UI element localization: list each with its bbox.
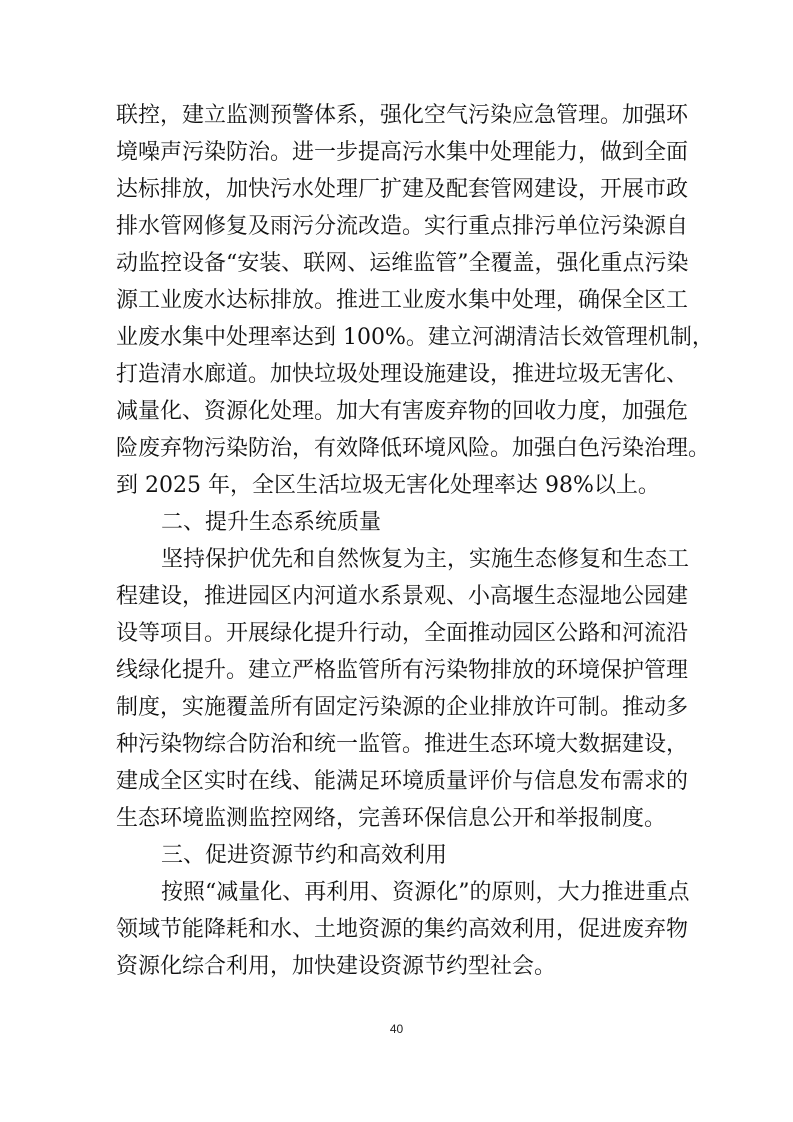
paragraph-line: 种污染物综合防治和统一监管。推进生态环境大数据建设， — [116, 732, 689, 757]
paragraph-line: 资源化综合利用，加快建设资源节约型社会。 — [116, 954, 557, 979]
paragraph-line: 减量化、资源化处理。加大有害废弃物的回收力度，加强危 — [116, 399, 689, 424]
paragraph-pollution-control — [116, 97, 714, 504]
paragraph-line: 程建设，推进园区内河道水系景观、小高堰生态湿地公园建 — [116, 584, 689, 609]
paragraph-line: 制度，实施覆盖所有固定污染源的企业排放许可制。推动多 — [116, 695, 689, 720]
paragraph-line: 打造清水廊道。加快垃圾处理设施建设，推进垃圾无害化、 — [116, 362, 689, 387]
paragraph-line: 境噪声污染防治。进一步提高污水集中处理能力，做到全面 — [116, 140, 689, 165]
paragraph-line: 源工业废水达标排放。推进工业废水集中处理，确保全区工 — [116, 288, 689, 313]
paragraph-line: 按照“减量化、再利用、资源化”的原则，大力推进重点 — [161, 880, 690, 905]
paragraph-line: 线绿化提升。建立严格监管所有污染物排放的环境保护管理 — [116, 658, 689, 683]
paragraph-line: 建成全区实时在线、能满足环境质量评价与信息发布需求的 — [116, 769, 689, 794]
paragraph-line: 险废弃物污染防治，有效降低环境风险。加强白色污染治理。 — [116, 436, 711, 461]
paragraph-line: 达标排放，加快污水处理厂扩建及配套管网建设，开展市政 — [116, 177, 689, 202]
section-heading-resources: 三、促进资源节约和高效利用 — [161, 843, 448, 868]
paragraph-resources — [116, 874, 690, 985]
paragraph-line: 领域节能降耗和水、土地资源的集约高效利用，促进废弃物 — [116, 917, 689, 942]
paragraph-line: 动监控设备“安装、联网、运维监管”全覆盖，强化重点污染 — [116, 251, 689, 276]
section-heading-ecosystem: 二、提升生态系统质量 — [161, 510, 382, 535]
paragraph-line: 排水管网修复及雨污分流改造。实行重点排污单位污染源自 — [116, 214, 689, 239]
paragraph-line: 业废水集中处理率达到 100%。建立河湖清洁长效管理机制， — [116, 325, 714, 350]
paragraph-line: 生态环境监测监控网络，完善环保信息公开和举报制度。 — [116, 806, 667, 831]
paragraph-line: 设等项目。开展绿化提升行动，全面推动园区公路和河流沿 — [116, 621, 689, 646]
paragraph-ecosystem — [116, 541, 690, 837]
page-content — [116, 97, 714, 985]
paragraph-line: 到 2025 年，全区生活垃圾无害化处理率达 98%以上。 — [116, 473, 660, 498]
page-number: 40 — [389, 1022, 404, 1036]
paragraph-line: 联控，建立监测预警体系，强化空气污染应急管理。加强环 — [116, 103, 689, 128]
paragraph-line: 坚持保护优先和自然恢复为主，实施生态修复和生态工 — [161, 547, 690, 572]
